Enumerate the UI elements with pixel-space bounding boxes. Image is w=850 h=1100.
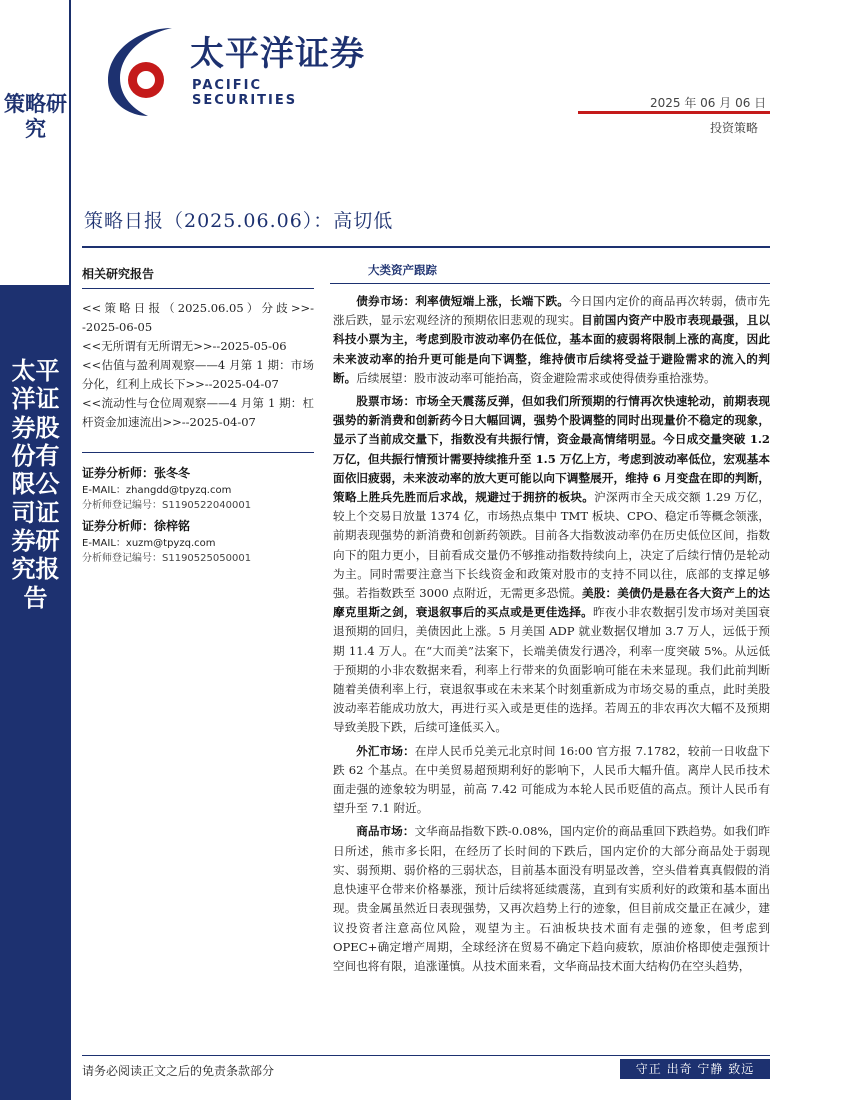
section-heading: 大类资产跟踪: [330, 262, 770, 284]
footer-divider: [82, 1055, 770, 1056]
related-report-link[interactable]: <<策略日报（2025.06.05）分歧>>--2025-06-05: [82, 301, 314, 334]
fx-text: 在岸人民币兑美元北京时间 16:00 官方报 7.1782，较前一日收盘下跌 62 个基点。在中美贸易超预期利好的影响下，人民币大幅升值。离岸人民币技术面走强的迹象较为明显，前高 7.42 可能成为本轮人民币贬值的高点。预计人民币有望升至 7.1 附近。: [333, 743, 770, 816]
commodity-heading: 商品市场：: [356, 824, 415, 839]
disclaimer-notice: 请务必阅读正文之后的免责条款部分: [82, 1064, 275, 1078]
related-report-link[interactable]: <<流动性与仓位周观察——4 月第 1 期：杠杆资金加速流出>>--2025-04-07: [82, 396, 314, 429]
bond-outlook: 后续展望：股市波动率可能抬高，资金避险需求或使得债券重拾涨势。: [356, 370, 716, 385]
sidebar-bottom: [0, 285, 71, 1100]
us-stock-heading: 美股：美债仍是悬在各大资产上的达摩克里斯之剑，衰退叙事后的买点或是更佳选择。: [333, 586, 770, 620]
stock-text: 沪深两市全天成交额 1.29 万亿，较上个交易日放量 1374 亿，市场热点集中 TMT 板块、CPO、稳定币等概念领涨，前期表现强势的新消费和创新药领跌。目前各大指数波动率仍在历史低位区间，指数向下的阻力更小，目前看成交量仍不够推动指数持续向上，决定了后续行情仍是轮动为主。同时需要注意当下长线资金和政策对股市的支持不同以往，底部的支撑足够强。若指数跌至 3000 点附近，无需更多恐慌。: [333, 490, 770, 601]
stock-paragraph: [333, 392, 770, 738]
us-stock-text: 昨夜小非农数据引发市场对美国衰退预期的回归，美债因此上涨。5 月美国 ADP 就业数据仅增加 3.7 万人，远低于预期 11.4 万人。在“大而美”法案下，长端美债发行遇冷，利率一度突破 5%。从远低于预期的小非农数据来看，利率上行带来的负面影响可能在未来显现。我们此前判断随着美债利率上行，衰退叙事或在未来某个时刻重新成为市场交易的重点，此时美股波动率若能成功放大，再进行买入或是更佳的选择。若周五的非农再次大幅不及预期导致美股下跌，后续可逢低买入。: [333, 605, 770, 735]
logo-english-text: PACIFIC SECURITIES: [192, 78, 298, 108]
sidebar-company-label: 太平洋证券股份有限公司证券研究报告: [11, 356, 60, 612]
logo-mark-icon: [100, 20, 186, 120]
commodity-paragraph: [333, 822, 770, 976]
stock-emphasis: 股票市场：市场全天震荡反弹，但如我们所预期的行情再次快速轮动，前期表现强势的新消费和创新药今日大幅回调，强势个股调整的同时出现量价不稳定的现象，显示了当前成交量下，指数没有共振行情，资金最高情绪明显。今日成交量突破 1.2 万亿，但共振行情预计需要持续推升至 1.5 万亿上方，考虑到波动率低位，宏观基本面依旧疲弱，未来波动率的放大更可能以向下调整展开，维持 6 月变盘在即的判断，策略上胜兵先胜而后求战，规避过于拥挤的板块。: [333, 394, 770, 505]
company-motto: 守正 出奇 宁静 致远: [620, 1059, 770, 1079]
fx-heading: 外汇市场：: [356, 743, 415, 758]
logo-chinese-text: 太平洋证券: [190, 34, 365, 74]
related-reports-heading: 相关研究报告: [82, 265, 314, 289]
bond-heading: 债券市场：利率债短端上涨，长端下跌。: [356, 294, 570, 308]
analyst-section: [82, 452, 314, 566]
analyst-name: 证券分析师：徐梓铭: [82, 519, 191, 533]
report-type: 投资策略: [710, 121, 759, 135]
analyst-email[interactable]: E-MAIL：zhangdd@tpyzq.com: [82, 485, 232, 496]
company-logo: [100, 20, 370, 120]
title-divider: [82, 246, 770, 248]
left-column: [82, 265, 314, 569]
header-divider: [578, 111, 770, 114]
analyst-registration: 分析师登记编号：S1190522040001: [82, 500, 252, 511]
analyst-registration: 分析师登记编号：S1190525050001: [82, 553, 252, 564]
related-report-link[interactable]: <<估值与盈利周观察——4 月第 1 期：市场分化，红利上成长下>>--2025-04-07: [82, 358, 314, 391]
commodity-text: 文华商品指数下跌-0.08%，国内定价的商品重回下跌趋势。如我们昨日所述，熊市多长阳，在经历了长时间的下跌后，国内定价的大部分商品处于弱现实、弱预期、弱价格的三弱状态，目前基本面没有明显改善，空头借着真真假假的消息快速平仓带来价格暴涨，预计后续将延续震荡，直到有实质利好的政策和基本面出现。贵金属虽然近日表现强势，又再次趋势上行的迹象，但目前成交量正在减少，建议投资者注意高位风险，观望为主。石油板块技术面有走强的迹象，但考虑到 OPEC+确定增产周期，全球经济在贸易不确定下趋向疲软，原油价格即使走强预计空间也将有限，追涨谨慎。从技术面来看，文华商品技术面大结构仍在空头趋势，: [333, 824, 770, 973]
report-body: [333, 292, 770, 980]
bond-emphasis: 目前国内资产中股市表现最强，且以科技小票为主，考虑到股市波动率仍在低位，基本面的疲弱将限制上涨的高度，因此未来波动率的抬升更可能是向下调整，维持债市后续将受益于避险需求的流入的判断。: [333, 313, 770, 385]
sidebar-top: [0, 0, 71, 285]
fx-paragraph: [333, 742, 770, 819]
analyst-email[interactable]: E-MAIL：xuzm@tpyzq.com: [82, 538, 216, 549]
related-report-link[interactable]: <<无所谓有无所谓无>>--2025-05-06: [82, 339, 287, 353]
bond-paragraph: [333, 292, 770, 388]
bond-text: 今日国内定价的商品再次转弱，债市先涨后跌，显示宏观经济的预期依旧悲观的现实。: [333, 294, 770, 328]
report-title: 策略日报（2025.06.06）：高切低: [84, 210, 394, 232]
analyst-name: 证券分析师：张冬冬: [82, 466, 191, 480]
report-date: 2025 年 06 月 06 日: [650, 96, 767, 110]
sidebar-category-label: 策略研究: [4, 91, 67, 141]
